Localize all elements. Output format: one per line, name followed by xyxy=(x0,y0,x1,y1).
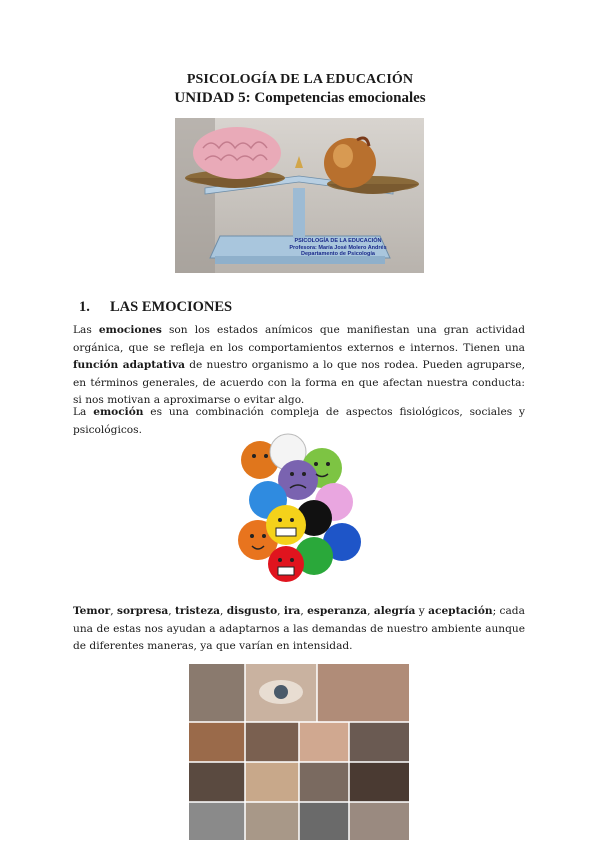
section-title: LAS EMOCIONES xyxy=(110,299,233,315)
section-heading xyxy=(79,299,232,316)
collage-illustration xyxy=(189,664,409,840)
emotions-photo-collage xyxy=(189,664,409,840)
paragraph-lista-emociones: Temor, sorpresa, tristeza, disgusto, ira, esperanza, alegría y aceptación; cada una de estas nos ayudan a adaptarnos a las demandas de nuestro ambiente aunque de diferentes maneras, ya que varían en intensidad. xyxy=(73,605,525,653)
document-title: PSICOLOGÍA DE LA EDUCACIÓN xyxy=(186,72,414,87)
emotion-faces-image xyxy=(238,430,362,585)
paragraph-emocion: La emoción es una combinación compleja de aspectos fisiológicos, sociales y psicológicos. xyxy=(73,406,525,436)
document-subtitle: UNIDAD 5: Competencias emocionales xyxy=(174,90,426,106)
section-number: 1. xyxy=(79,299,90,315)
brain-heart-scale-image xyxy=(175,118,424,273)
image-caption: PSICOLOGÍA DE LA EDUCACIÓN Profesora: María José Molero Andrés Departamento de Psicología xyxy=(289,238,387,257)
paragraph-emociones: Las emociones son los estados anímicos que manifiestan una gran actividad orgánica, que se refleja en los comportamientos externos e internos. Tienen una función adaptativa de nuestro organismo a lo que nos rodea. Pueden agruparse, en términos generales, de acuerdo con la forma en que afectan nuestra conducta: si nos motivan a aproximarse o evitar algo. xyxy=(73,324,526,407)
emotion-faces-illustration xyxy=(238,430,362,585)
